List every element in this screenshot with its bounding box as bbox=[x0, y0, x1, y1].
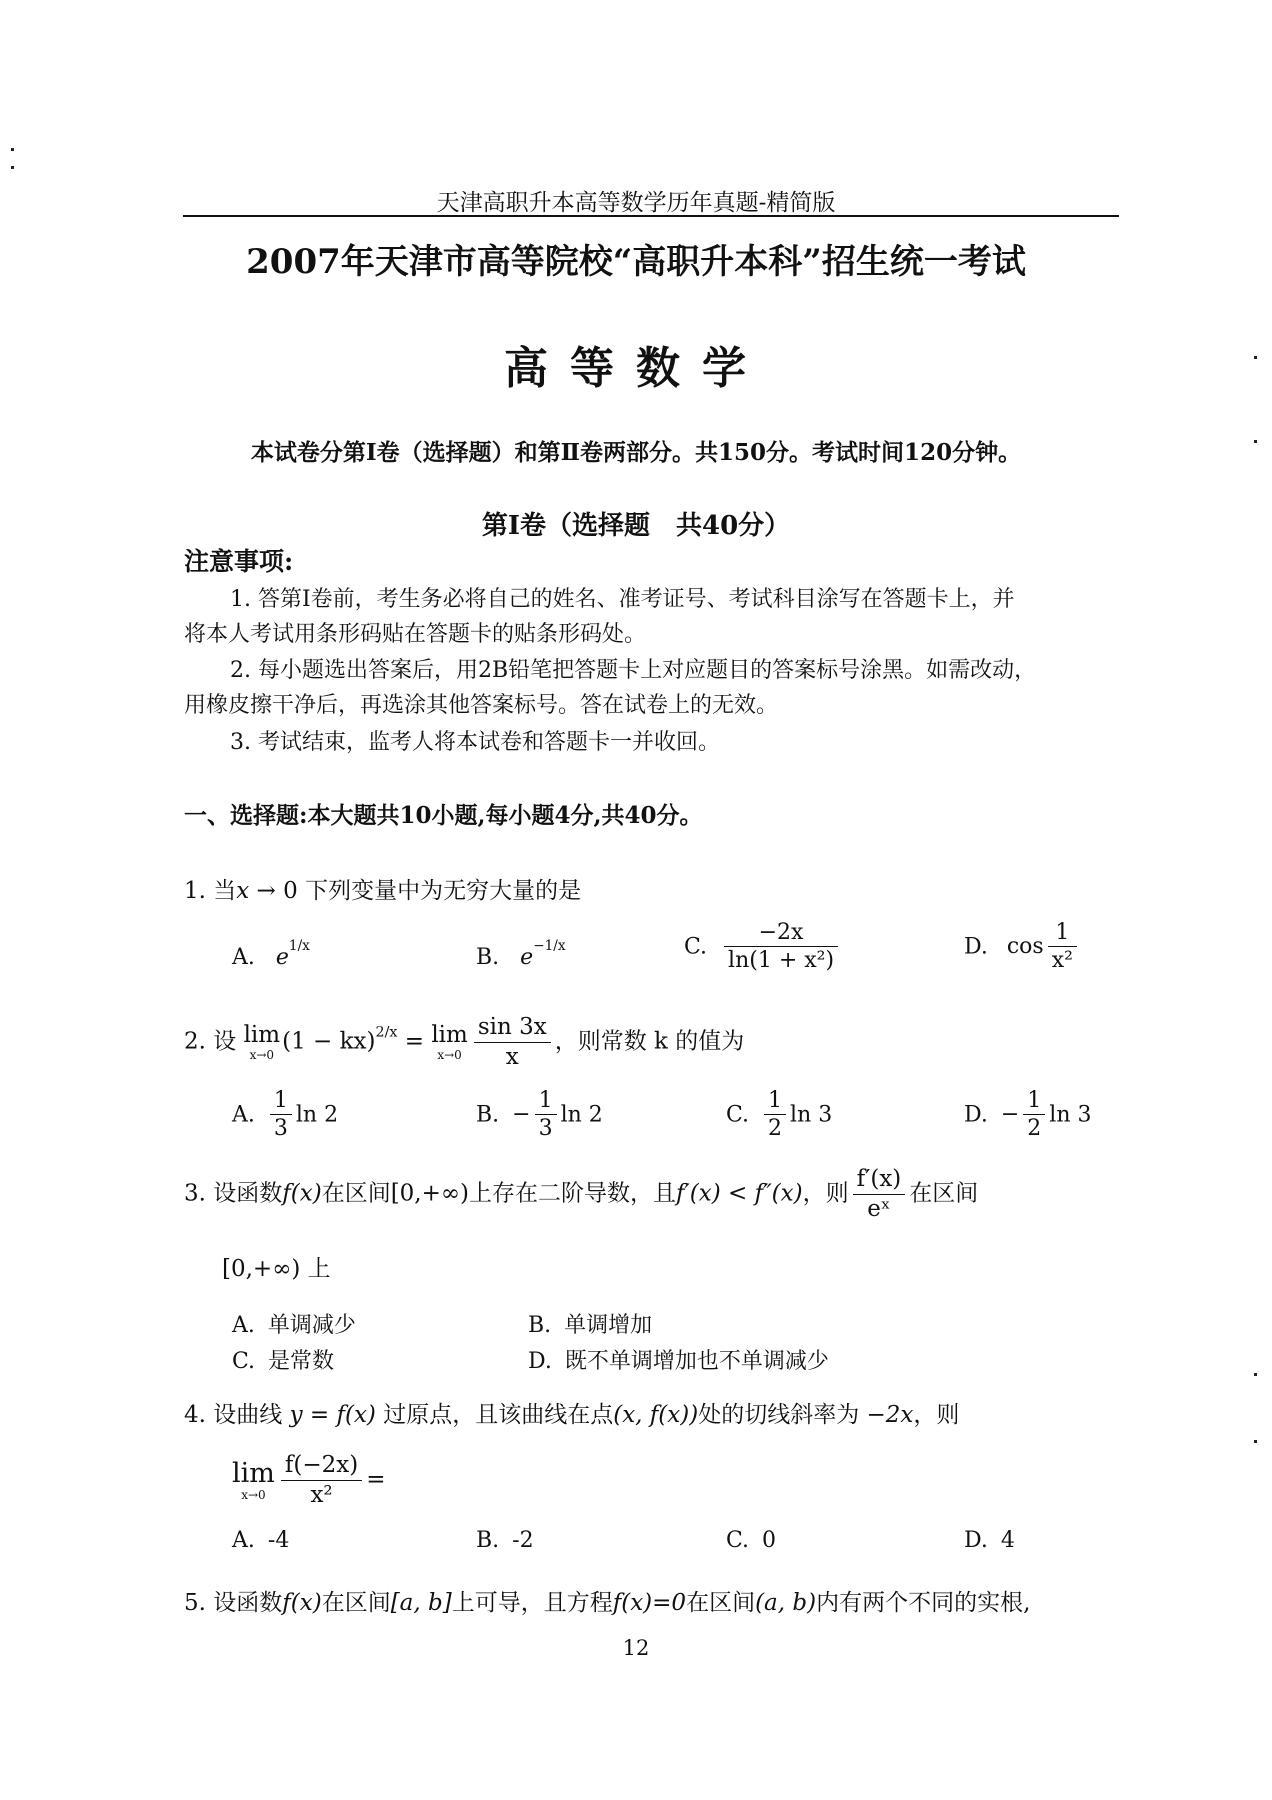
option-label: A. bbox=[232, 1528, 255, 1553]
question-text: 设函数 bbox=[213, 1180, 283, 1207]
q3-option-d bbox=[528, 1344, 829, 1375]
fraction-denominator: 2 bbox=[1027, 1116, 1042, 1142]
fraction bbox=[724, 920, 838, 975]
math-text: ln 2 bbox=[295, 1102, 339, 1128]
question-2-stem bbox=[184, 1014, 744, 1071]
math-expression: [0,+∞) bbox=[222, 1256, 301, 1282]
fraction-numerator: f(−2x) bbox=[281, 1452, 362, 1481]
q2-option-b bbox=[476, 1088, 603, 1143]
question-text: 在区间 bbox=[909, 1180, 979, 1207]
notice-item-2-line-1: 2. 每小题选出答案后，用2B铅笔把答题卡上对应题目的答案标号涂黑。如需改动， bbox=[230, 658, 1037, 683]
math-base: e bbox=[275, 945, 289, 970]
q1-option-c bbox=[684, 920, 842, 975]
question-3-line-2 bbox=[222, 1250, 331, 1283]
fraction-numerator: sin 3x bbox=[474, 1014, 551, 1043]
fraction bbox=[281, 1452, 362, 1509]
math-expression: (x, f(x)) bbox=[613, 1402, 699, 1428]
question-5-stem bbox=[184, 1584, 1030, 1617]
math-text: → 0 bbox=[249, 878, 298, 904]
question-text: 在区间 bbox=[321, 1180, 391, 1207]
option-label: A. bbox=[232, 945, 255, 970]
question-text: 下列变量中为无穷大量的是 bbox=[305, 878, 582, 904]
math-function: cos bbox=[1006, 934, 1044, 960]
math-base: e bbox=[520, 945, 534, 970]
math-expression: (a, b) bbox=[755, 1590, 817, 1616]
question-3-stem bbox=[184, 1166, 978, 1223]
option-label: C. bbox=[726, 1102, 750, 1128]
math-exponent: −1/x bbox=[533, 938, 566, 954]
math-sign: − bbox=[1000, 1102, 1020, 1128]
option-label: B. bbox=[528, 1313, 552, 1338]
question-text: 上 bbox=[300, 1256, 331, 1282]
fraction bbox=[474, 1014, 551, 1071]
scan-mark bbox=[1254, 1373, 1257, 1376]
limit-operator: lim bbox=[243, 1022, 281, 1049]
math-exponent: 2/x bbox=[375, 1024, 398, 1041]
q2-option-d bbox=[964, 1088, 1092, 1143]
fraction-denominator: eˣ bbox=[867, 1195, 891, 1222]
question-text: ，则 bbox=[802, 1180, 849, 1207]
question-text: 设曲线 bbox=[213, 1402, 283, 1428]
option-text: 是常数 bbox=[268, 1349, 335, 1374]
option-text: -2 bbox=[512, 1528, 534, 1553]
question-text: 在区间 bbox=[321, 1590, 391, 1616]
math-operator: = bbox=[366, 1466, 386, 1493]
section-heading: 一、选择题:本大题共10小题,每小题4分,共40分。 bbox=[184, 802, 703, 829]
fraction-numerator: −2x bbox=[724, 920, 838, 947]
option-label: D. bbox=[964, 1102, 988, 1128]
math-var: x bbox=[236, 878, 250, 904]
question-number: 1. bbox=[184, 878, 206, 904]
option-label: B. bbox=[476, 945, 500, 970]
math-expression: [a, b] bbox=[390, 1590, 452, 1616]
question-text: ，则 bbox=[913, 1402, 960, 1428]
limit bbox=[244, 1024, 281, 1061]
notice-item-2-line-2: 用橡皮擦干净后，再选涂其他答案标号。答在试卷上的无效。 bbox=[184, 693, 779, 718]
q3-option-a bbox=[232, 1308, 356, 1339]
header-rule bbox=[183, 215, 1119, 217]
notice-item-1-line-1: 1. 答第Ⅰ卷前，考生务必将自己的姓名、准考证号、考试科目涂写在答题卡上，并 bbox=[230, 587, 1015, 612]
fraction bbox=[853, 1166, 906, 1223]
math-expression: f′(x) < f″(x) bbox=[676, 1180, 803, 1207]
question-text: 设 bbox=[213, 1028, 237, 1055]
option-label: D. bbox=[528, 1349, 552, 1374]
math-expression: f(x) bbox=[282, 1180, 322, 1207]
fraction-denominator: 2 bbox=[768, 1116, 783, 1142]
limit-operator: lim bbox=[232, 1458, 275, 1490]
fraction-numerator: f′(x) bbox=[853, 1166, 906, 1195]
q4-option-a bbox=[232, 1528, 289, 1553]
question-number: 5. bbox=[184, 1590, 206, 1616]
question-text: 上可导，且方程 bbox=[451, 1590, 613, 1616]
question-text: 当 bbox=[213, 878, 237, 904]
part-title: 第Ⅰ卷（选择题 共40分） bbox=[481, 511, 791, 541]
notice-item-3: 3. 考试结束，监考人将本试卷和答题卡一并收回。 bbox=[230, 730, 720, 755]
math-exponent: 1/x bbox=[288, 938, 310, 954]
question-text: ，则常数 k 的值为 bbox=[554, 1028, 745, 1055]
math-expression: [0,+∞) bbox=[390, 1180, 470, 1207]
q1-option-b bbox=[476, 938, 566, 970]
question-text: 设函数 bbox=[213, 1590, 283, 1616]
fraction-numerator: 1 bbox=[1048, 920, 1077, 947]
exam-title: 2007年天津市高等院校“高职升本科”招生统一考试 bbox=[246, 242, 1026, 282]
math-text: ln 3 bbox=[1049, 1102, 1092, 1128]
fraction bbox=[270, 1088, 292, 1143]
question-number: 3. bbox=[184, 1180, 206, 1207]
question-4-limit bbox=[232, 1452, 386, 1509]
q4-option-b bbox=[476, 1528, 534, 1553]
q4-option-c bbox=[726, 1528, 776, 1553]
fraction bbox=[1023, 1088, 1045, 1143]
fraction-denominator: ln(1 + x²) bbox=[728, 948, 835, 974]
limit-operator: lim bbox=[431, 1022, 468, 1049]
question-text: 在区间 bbox=[686, 1590, 756, 1616]
question-number: 2. bbox=[184, 1028, 206, 1055]
limit-subscript: x→0 bbox=[437, 1048, 462, 1063]
q3-option-b bbox=[528, 1308, 652, 1339]
math-expression: f(x)=0 bbox=[612, 1590, 687, 1616]
option-text: 4 bbox=[1000, 1528, 1015, 1553]
question-text: 处的切线斜率为 bbox=[698, 1402, 860, 1428]
limit bbox=[232, 1460, 275, 1501]
subject-title: 高等数学 bbox=[504, 343, 768, 394]
fraction-numerator: 1 bbox=[535, 1088, 557, 1115]
option-label: C. bbox=[232, 1349, 256, 1374]
fraction-numerator: 1 bbox=[764, 1088, 786, 1115]
option-label: D. bbox=[964, 934, 988, 960]
page-number: 12 bbox=[622, 1636, 650, 1660]
fraction-numerator: 1 bbox=[270, 1088, 292, 1115]
fraction-denominator: x² bbox=[310, 1481, 333, 1508]
fraction-denominator: x² bbox=[1051, 948, 1073, 974]
option-label: C. bbox=[684, 934, 708, 960]
option-label: C. bbox=[726, 1528, 750, 1553]
q2-option-a bbox=[232, 1088, 338, 1143]
notice-heading: 注意事项: bbox=[184, 547, 294, 576]
exam-intro: 本试卷分第Ⅰ卷（选择题）和第Ⅱ卷两部分。共150分。考试时间120分钟。 bbox=[250, 439, 1022, 466]
question-text: 过原点，且该曲线在点 bbox=[383, 1402, 614, 1428]
scan-mark bbox=[11, 148, 14, 151]
fraction-denominator: 3 bbox=[273, 1116, 288, 1142]
math-operator: = bbox=[404, 1028, 424, 1055]
notice-item-1-line-2: 将本人考试用条形码贴在答题卡的贴条形码处。 bbox=[184, 622, 647, 647]
fraction-numerator: 1 bbox=[1023, 1088, 1045, 1115]
question-number: 4. bbox=[184, 1402, 206, 1428]
option-label: D. bbox=[964, 1528, 988, 1553]
math-expression: −2x bbox=[866, 1402, 914, 1428]
option-text: 既不单调增加也不单调减少 bbox=[564, 1349, 829, 1374]
q2-option-c bbox=[726, 1088, 832, 1143]
scan-mark bbox=[11, 166, 14, 169]
question-4-stem bbox=[184, 1396, 959, 1429]
limit bbox=[431, 1024, 468, 1061]
option-text: 单调减少 bbox=[267, 1313, 356, 1338]
math-text: ln 2 bbox=[560, 1102, 603, 1128]
question-1-stem bbox=[184, 872, 581, 905]
fraction bbox=[535, 1088, 557, 1143]
math-expression: (1 − kx) bbox=[282, 1028, 376, 1055]
running-head: 天津高职升本高等数学历年真题-精简版 bbox=[436, 190, 836, 216]
option-label: A. bbox=[232, 1102, 255, 1128]
question-text: 上存在二阶导数，且 bbox=[469, 1180, 677, 1207]
q3-option-c bbox=[232, 1344, 334, 1375]
limit-subscript: x→0 bbox=[241, 1488, 266, 1503]
q1-option-a bbox=[232, 938, 310, 970]
fraction-denominator: 3 bbox=[538, 1116, 553, 1142]
option-label: B. bbox=[476, 1528, 500, 1553]
limit-subscript: x→0 bbox=[249, 1048, 275, 1063]
q1-option-d bbox=[964, 920, 1081, 975]
q4-option-d bbox=[964, 1528, 1015, 1553]
option-label: B. bbox=[476, 1102, 500, 1128]
math-expression: f(x) bbox=[282, 1590, 322, 1616]
question-text: 内有两个不同的实根, bbox=[816, 1590, 1031, 1616]
scan-mark bbox=[1254, 1440, 1257, 1443]
math-text: ln 3 bbox=[790, 1102, 833, 1128]
option-text: 单调增加 bbox=[564, 1313, 653, 1338]
fraction-denominator: x bbox=[505, 1043, 519, 1070]
option-label: A. bbox=[232, 1313, 255, 1338]
math-sign: − bbox=[512, 1102, 531, 1128]
option-text: 0 bbox=[762, 1528, 777, 1553]
option-text: -4 bbox=[267, 1528, 290, 1553]
fraction bbox=[764, 1088, 786, 1143]
math-expression: y = f(x) bbox=[289, 1402, 376, 1428]
fraction bbox=[1048, 920, 1077, 975]
